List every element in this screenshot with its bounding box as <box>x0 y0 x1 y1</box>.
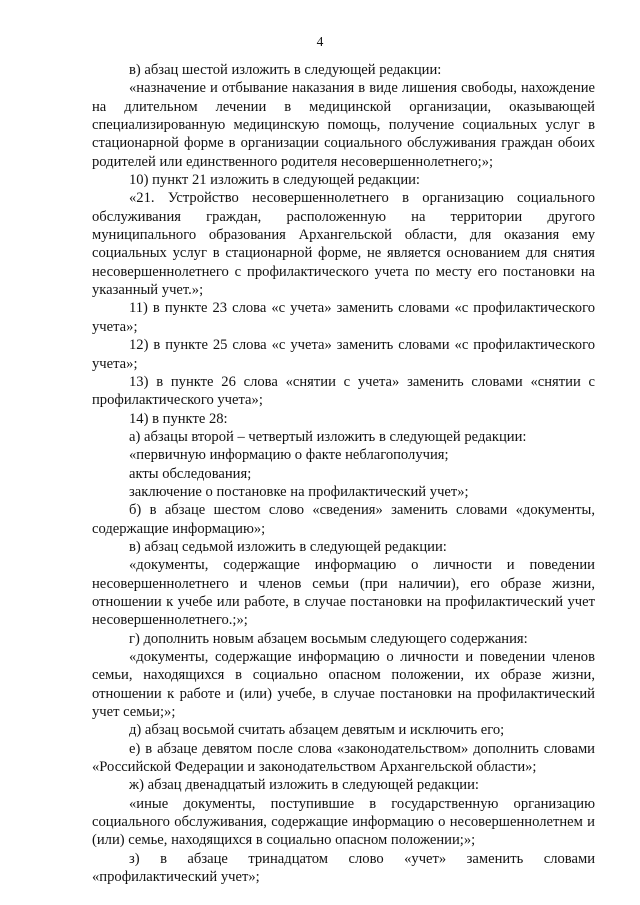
paragraph: «назначение и отбывание наказания в виде лишения свободы, нахождение на длительном лечении в медицинской организации, оказывающей специализированную медицинскую помощь, получение социальных услуг в стационарной форме в организации социального обслуживания граждан обоих родителей или единственного родителя несовершеннолетнего;»; <box>92 80 595 170</box>
paragraph: «документы, содержащие информацию о личности и поведении несовершеннолетнего и членов семьи (при наличии), его образе жизни, отношении к учебе или работе, в случае постановки на профилактический учет несовершеннолетнего.;»; <box>92 557 595 629</box>
paragraph: 13) в пункте 26 слова «снятии с учета» заменить словами «снятии с профилактического учета»; <box>92 373 595 409</box>
paragraph: ж) абзац двенадцатый изложить в следующей редакции: <box>129 777 479 794</box>
paragraph: г) дополнить новым абзацем восьмым следующего содержания: <box>129 630 528 647</box>
paragraph: в) абзац седьмой изложить в следующей редакции: <box>129 538 447 555</box>
paragraph: е) в абзаце девятом после слова «законодательством» дополнить словами «Российской Федерации и законодательством Архангельской области»; <box>92 740 595 776</box>
document-body <box>92 61 595 886</box>
paragraph: в) абзац шестой изложить в следующей редакции: <box>129 62 442 78</box>
paragraph: акты обследования; <box>129 465 252 482</box>
paragraph: з) в абзаце тринадцатом слово «учет» заменить словами «профилактический учет»; <box>92 850 595 886</box>
paragraph: а) абзацы второй – четвертый изложить в следующей редакции: <box>129 428 527 445</box>
paragraph: б) в абзаце шестом слово «сведения» заменить словами «документы, содержащие информацию»; <box>92 502 595 537</box>
paragraph: д) абзац восьмой считать абзацем девятым и исключить его; <box>129 722 505 739</box>
paragraph: «первичную информацию о факте неблагополучия; <box>129 447 449 464</box>
paragraph: «21. Устройство несовершеннолетнего в организацию социального обслуживания граждан, расположенную на территории другого муниципального образования Архангельской области, для оказания ему социальных услуг в стационарной форме, не является основанием для снятия несовершеннолетнего с профилактического учета по месту его постановки на указанный учет.»; <box>92 190 595 299</box>
paragraph: 12) в пункте 25 слова «с учета» заменить словами «с профилактического учета»; <box>92 337 595 372</box>
paragraph: «документы, содержащие информацию о личности и поведении членов семьи, находящихся в социально опасном положении, их образе жизни, отношении к работе и (или) учебе, в случае постановки на профилактический учет семьи;»; <box>92 649 595 721</box>
paragraph: «иные документы, поступившие в государственную организацию социального обслуживания, содержащие информацию о несовершеннолетнем и (или) семье, находящихся в социально опасном положении;»; <box>92 795 595 849</box>
paragraph: 11) в пункте 23 слова «с учета» заменить словами «с профилактического учета»; <box>92 300 595 335</box>
paragraph: 10) пункт 21 изложить в следующей редакции: <box>129 172 420 189</box>
paragraph: заключение о постановке на профилактический учет»; <box>129 483 469 500</box>
paragraph: 14) в пункте 28: <box>129 410 228 427</box>
page-number: 4 <box>316 34 324 49</box>
